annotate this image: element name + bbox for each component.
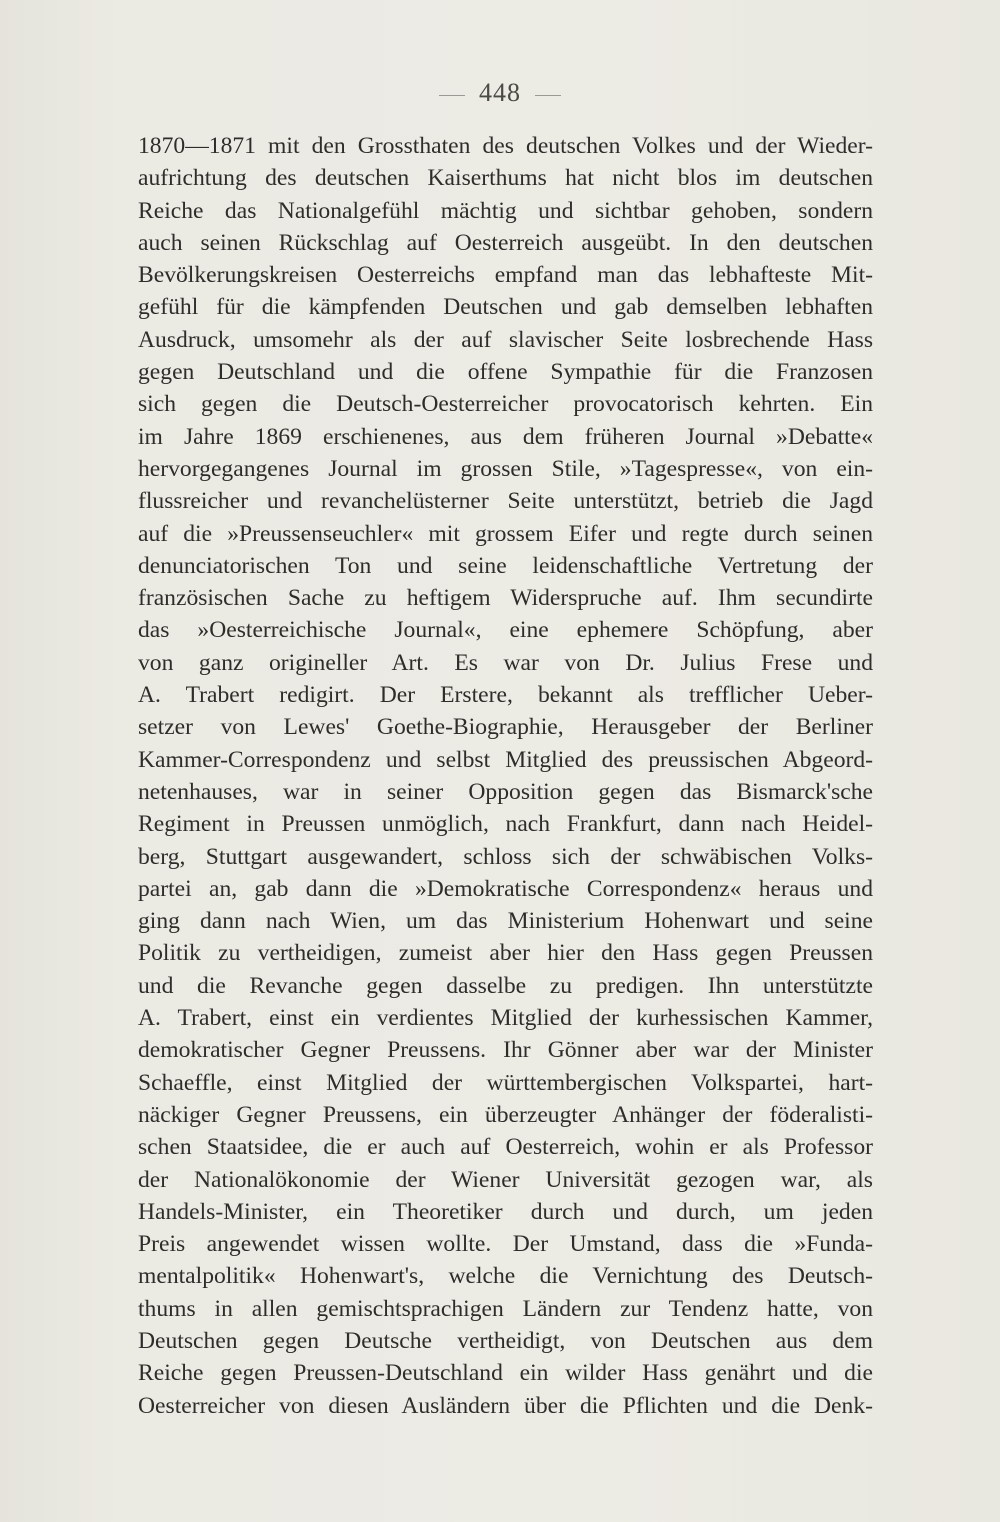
page-number: 448 (479, 78, 521, 107)
text-line: sich gegen die Deutsch-Oesterreicher provocatorisch kehrten. Ein (138, 391, 873, 418)
body-text (138, 130, 873, 1422)
header-dash-left (439, 95, 465, 96)
text-line: das »Oesterreichische Journal«, eine ephemere Schöpfung, aber (138, 617, 873, 644)
text-line: 1870—1871 mit den Grossthaten des deutschen Volkes und der Wieder- (138, 133, 873, 159)
text-line: Kammer-Correspondenz und selbst Mitglied des preussischen Abgeord- (138, 746, 873, 773)
text-line: Bevölkerungskreisen Oesterreichs empfand man das lebhafteste Mit- (138, 262, 873, 289)
text-line: Regiment in Preussen unmöglich, nach Frankfurt, dann nach Heidel- (138, 811, 873, 838)
text-line: Schaeffle, einst Mitglied der württembergischen Volkspartei, hart- (138, 1069, 873, 1096)
text-line: auch seinen Rückschlag auf Oesterreich ausgeübt. In den deutschen (138, 229, 873, 256)
text-line: gegen Deutschland und die offene Sympathie für die Franzosen (138, 359, 873, 386)
text-line: setzer von Lewes' Goethe-Biographie, Herausgeber der Berliner (138, 714, 873, 741)
text-line: französischen Sache zu heftigem Widerspruche auf. Ihm secundirte (138, 585, 873, 612)
text-line: hervorgegangenes Journal im grossen Stile, »Tagespresse«, von ein- (138, 455, 873, 482)
text-line: mentalpolitik« Hohenwart's, welche die Vernichtung des Deutsch- (138, 1263, 873, 1290)
text-line: und die Revanche gegen dasselbe zu predigen. Ihn unterstützte (138, 972, 873, 999)
text-line: schen Staatsidee, die er auch auf Oesterreich, wohin er als Professor (138, 1134, 873, 1161)
text-line: Preis angewendet wissen wollte. Der Umstand, dass die »Funda- (138, 1231, 873, 1258)
text-line: denunciatorischen Ton und seine leidenschaftliche Vertretung der (138, 552, 873, 579)
text-line: thums in allen gemischtsprachigen Ländern zur Tendenz hatte, von (138, 1295, 873, 1322)
text-line: gefühl für die kämpfenden Deutschen und gab demselben lebhaften (138, 294, 873, 321)
text-line: von ganz origineller Art. Es war von Dr. Julius Frese und (138, 649, 873, 676)
text-line: Ausdruck, umsomehr als der auf slavischer Seite losbrechende Hass (138, 326, 873, 353)
text-line: Reiche gegen Preussen-Deutschland ein wilder Hass genährt und die (138, 1360, 873, 1387)
text-line: berg, Stuttgart ausgewandert, schloss sich der schwäbischen Volks- (138, 843, 873, 870)
text-line: A. Trabert, einst ein verdientes Mitglied der kurhessischen Kammer, (138, 1005, 873, 1032)
text-line: der Nationalökonomie der Wiener Universität gezogen war, als (138, 1166, 873, 1193)
text-line: im Jahre 1869 erschienenes, aus dem früheren Journal »Debatte« (138, 423, 873, 450)
text-line: Politik zu vertheidigen, zumeist aber hier den Hass gegen Preussen (138, 940, 873, 967)
text-line: näckiger Gegner Preussens, ein überzeugter Anhänger der föderalisti- (138, 1101, 873, 1128)
text-line: netenhauses, war in seiner Opposition gegen das Bismarck'sche (138, 778, 873, 805)
text-line: Handels-Minister, ein Theoretiker durch und durch, um jeden (138, 1198, 873, 1225)
text-line: demokratischer Gegner Preussens. Ihr Gönner aber war der Minister (138, 1037, 873, 1064)
text-line: auf die »Preussenseuchler« mit grossem Eifer und regte durch seinen (138, 520, 873, 547)
text-line: flussreicher und revanchelüsterner Seite unterstützt, betrieb die Jagd (138, 488, 873, 515)
text-line: ging dann nach Wien, um das Ministerium Hohenwart und seine (138, 908, 873, 935)
text-line: partei an, gab dann die »Demokratische Correspondenz« heraus und (138, 875, 873, 902)
text-line: Oesterreicher von diesen Ausländern über die Pflichten und die Denk- (138, 1392, 873, 1419)
text-line: aufrichtung des deutschen Kaiserthums hat nicht blos im deutschen (138, 165, 873, 192)
text-line: Reiche das Nationalgefühl mächtig und sichtbar gehoben, sondern (138, 197, 873, 224)
text-line: Deutschen gegen Deutsche vertheidigt, von Deutschen aus dem (138, 1327, 873, 1354)
page-header (0, 78, 1000, 108)
header-dash-right (535, 95, 561, 96)
text-line: A. Trabert redigirt. Der Erstere, bekannt als trefflicher Ueber- (138, 682, 873, 709)
